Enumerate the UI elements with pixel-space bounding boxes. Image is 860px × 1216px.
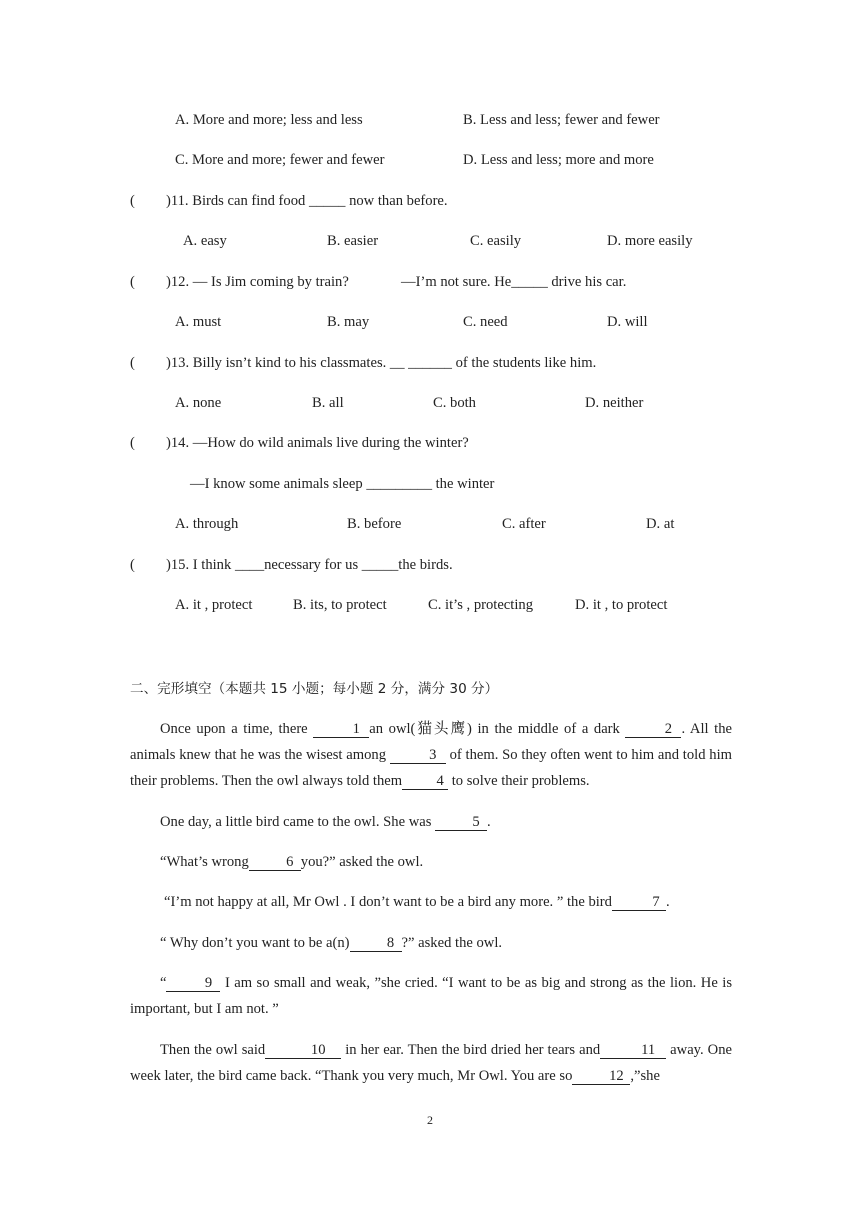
question-stem: 15. I think — [170, 557, 235, 573]
question-stem: the birds. — [398, 557, 453, 573]
section-title: 二、完形填空（本题共 15 小题；每小题 2 分，满分 30 分） — [130, 681, 499, 697]
q13-option-b: B. all — [312, 395, 344, 411]
cloze-paragraph-5: “ Why don’t you want to be a(n) 8 ?” asked the owl. — [160, 935, 503, 951]
question-12 — [130, 273, 349, 291]
answer-paren-close: ) — [166, 435, 171, 451]
cloze-blank-12: 12 — [572, 1069, 630, 1085]
cloze-blank-6: 6 — [249, 855, 301, 871]
answer-paren-close: ) — [166, 193, 171, 209]
q10-option-d: D. Less and less; more and more — [463, 152, 654, 168]
answer-paren-open: ( — [130, 557, 135, 573]
answer-paren-open: ( — [130, 274, 135, 290]
question-stem: 11. Birds can find food — [170, 193, 309, 209]
answer-blank: __ ______ — [389, 355, 452, 371]
q15-option-d: D. it , to protect — [575, 597, 668, 613]
cloze-paragraph-6: “ 9 I am so small and weak, ”she cried. “I want to be as big and strong as the lion. He is important, but I am not. ” — [130, 975, 732, 1017]
cloze-blank-3: 3 — [390, 748, 446, 764]
question-stem: now than before. — [345, 193, 448, 209]
q13-option-d: D. neither — [585, 395, 644, 411]
answer-paren-open: ( — [130, 193, 135, 209]
q12-option-d: D. will — [607, 314, 648, 330]
answer-blank: ____ — [234, 557, 265, 573]
q14-option-b: B. before — [347, 516, 402, 532]
cloze-paragraph-7: Then the owl said 10 in her ear. Then the bird dried her tears and 11 away. One week later, the bird came back. “Thank you very much, Mr Owl. You are so 12 ,”she — [130, 1042, 732, 1084]
cloze-paragraph-3: “What’s wrong 6 you?” asked the owl. — [160, 854, 424, 870]
cloze-blank-4: 4 — [402, 774, 448, 790]
q13-option-c: C. both — [433, 395, 476, 411]
cloze-blank-8: 8 — [350, 936, 402, 952]
question-12-reply — [401, 273, 626, 291]
q13-option-a: A. none — [175, 395, 222, 411]
cloze-blank-5: 5 — [435, 815, 487, 831]
answer-paren-open: ( — [130, 355, 135, 371]
answer-paren-close: ) — [166, 557, 171, 573]
answer-paren-close: ) — [166, 274, 171, 290]
answer-blank: _________ — [366, 476, 432, 492]
answer-blank: _____ — [511, 274, 548, 290]
q11-option-d: D. more easily — [607, 233, 693, 249]
cloze-paragraph-4: “I’m not happy at all, Mr Owl . I don’t want to be a bird any more. ” the bird 7 . — [164, 894, 670, 910]
cloze-blank-10: 10 — [265, 1043, 341, 1059]
cloze-blank-2: 2 — [625, 722, 681, 738]
page-number: 2 — [427, 1113, 433, 1127]
question-14-reply — [190, 475, 494, 493]
q11-option-c: C. easily — [470, 233, 522, 249]
q12-option-a: A. must — [175, 314, 222, 330]
question-stem: the winter — [431, 476, 495, 492]
question-13 — [130, 354, 596, 372]
cloze-blank-9: 9 — [166, 976, 220, 992]
q11-option-a: A. easy — [183, 233, 227, 249]
cloze-blank-1: 1 — [313, 722, 369, 738]
q15-option-a: A. it , protect — [175, 597, 253, 613]
q15-option-b: B. its, to protect — [293, 597, 387, 613]
question-stem: drive his car. — [547, 274, 627, 290]
q10-option-a: A. More and more; less and less — [175, 112, 363, 128]
question-14 — [130, 434, 469, 452]
q14-option-c: C. after — [502, 516, 546, 532]
question-stem: —I’m not sure. He — [401, 274, 512, 290]
question-stem: 12. — Is Jim coming by train? — [170, 274, 349, 290]
question-stem: —I know some animals sleep — [190, 476, 367, 492]
question-stem: 14. —How do wild animals live during the winter? — [170, 435, 469, 451]
question-stem: 13. Billy isn’t kind to his classmates. — [170, 355, 390, 371]
answer-blank: _____ — [361, 557, 399, 573]
question-15 — [130, 556, 453, 574]
question-stem: of the students like him. — [451, 355, 597, 371]
cloze-paragraph-1: Once upon a time, there 1 an owl(猫头鹰) in the middle of a dark 2 . All the animals knew that he was the wisest among 3 of them. So they often went to him and told him their problems. Then the owl always told them 4 to solve their problems. — [130, 721, 733, 789]
answer-blank: _____ — [308, 193, 346, 209]
q14-option-a: A. through — [175, 516, 239, 532]
q14-option-d: D. at — [646, 516, 675, 532]
q10-option-c: C. More and more; fewer and fewer — [175, 152, 385, 168]
q12-option-b: B. may — [327, 314, 370, 330]
answer-paren-close: ) — [166, 355, 171, 371]
q11-option-b: B. easier — [327, 233, 379, 249]
q10-option-b: B. Less and less; fewer and fewer — [463, 112, 660, 128]
q15-option-c: C. it’s , protecting — [428, 597, 533, 613]
question-11 — [130, 192, 448, 210]
cloze-blank-7: 7 — [612, 895, 666, 911]
cloze-blank-11: 11 — [600, 1043, 666, 1059]
q12-option-c: C. need — [463, 314, 508, 330]
answer-paren-open: ( — [130, 435, 135, 451]
cloze-paragraph-2: One day, a little bird came to the owl. She was 5 . — [160, 814, 491, 830]
question-stem: necessary for us — [264, 557, 362, 573]
